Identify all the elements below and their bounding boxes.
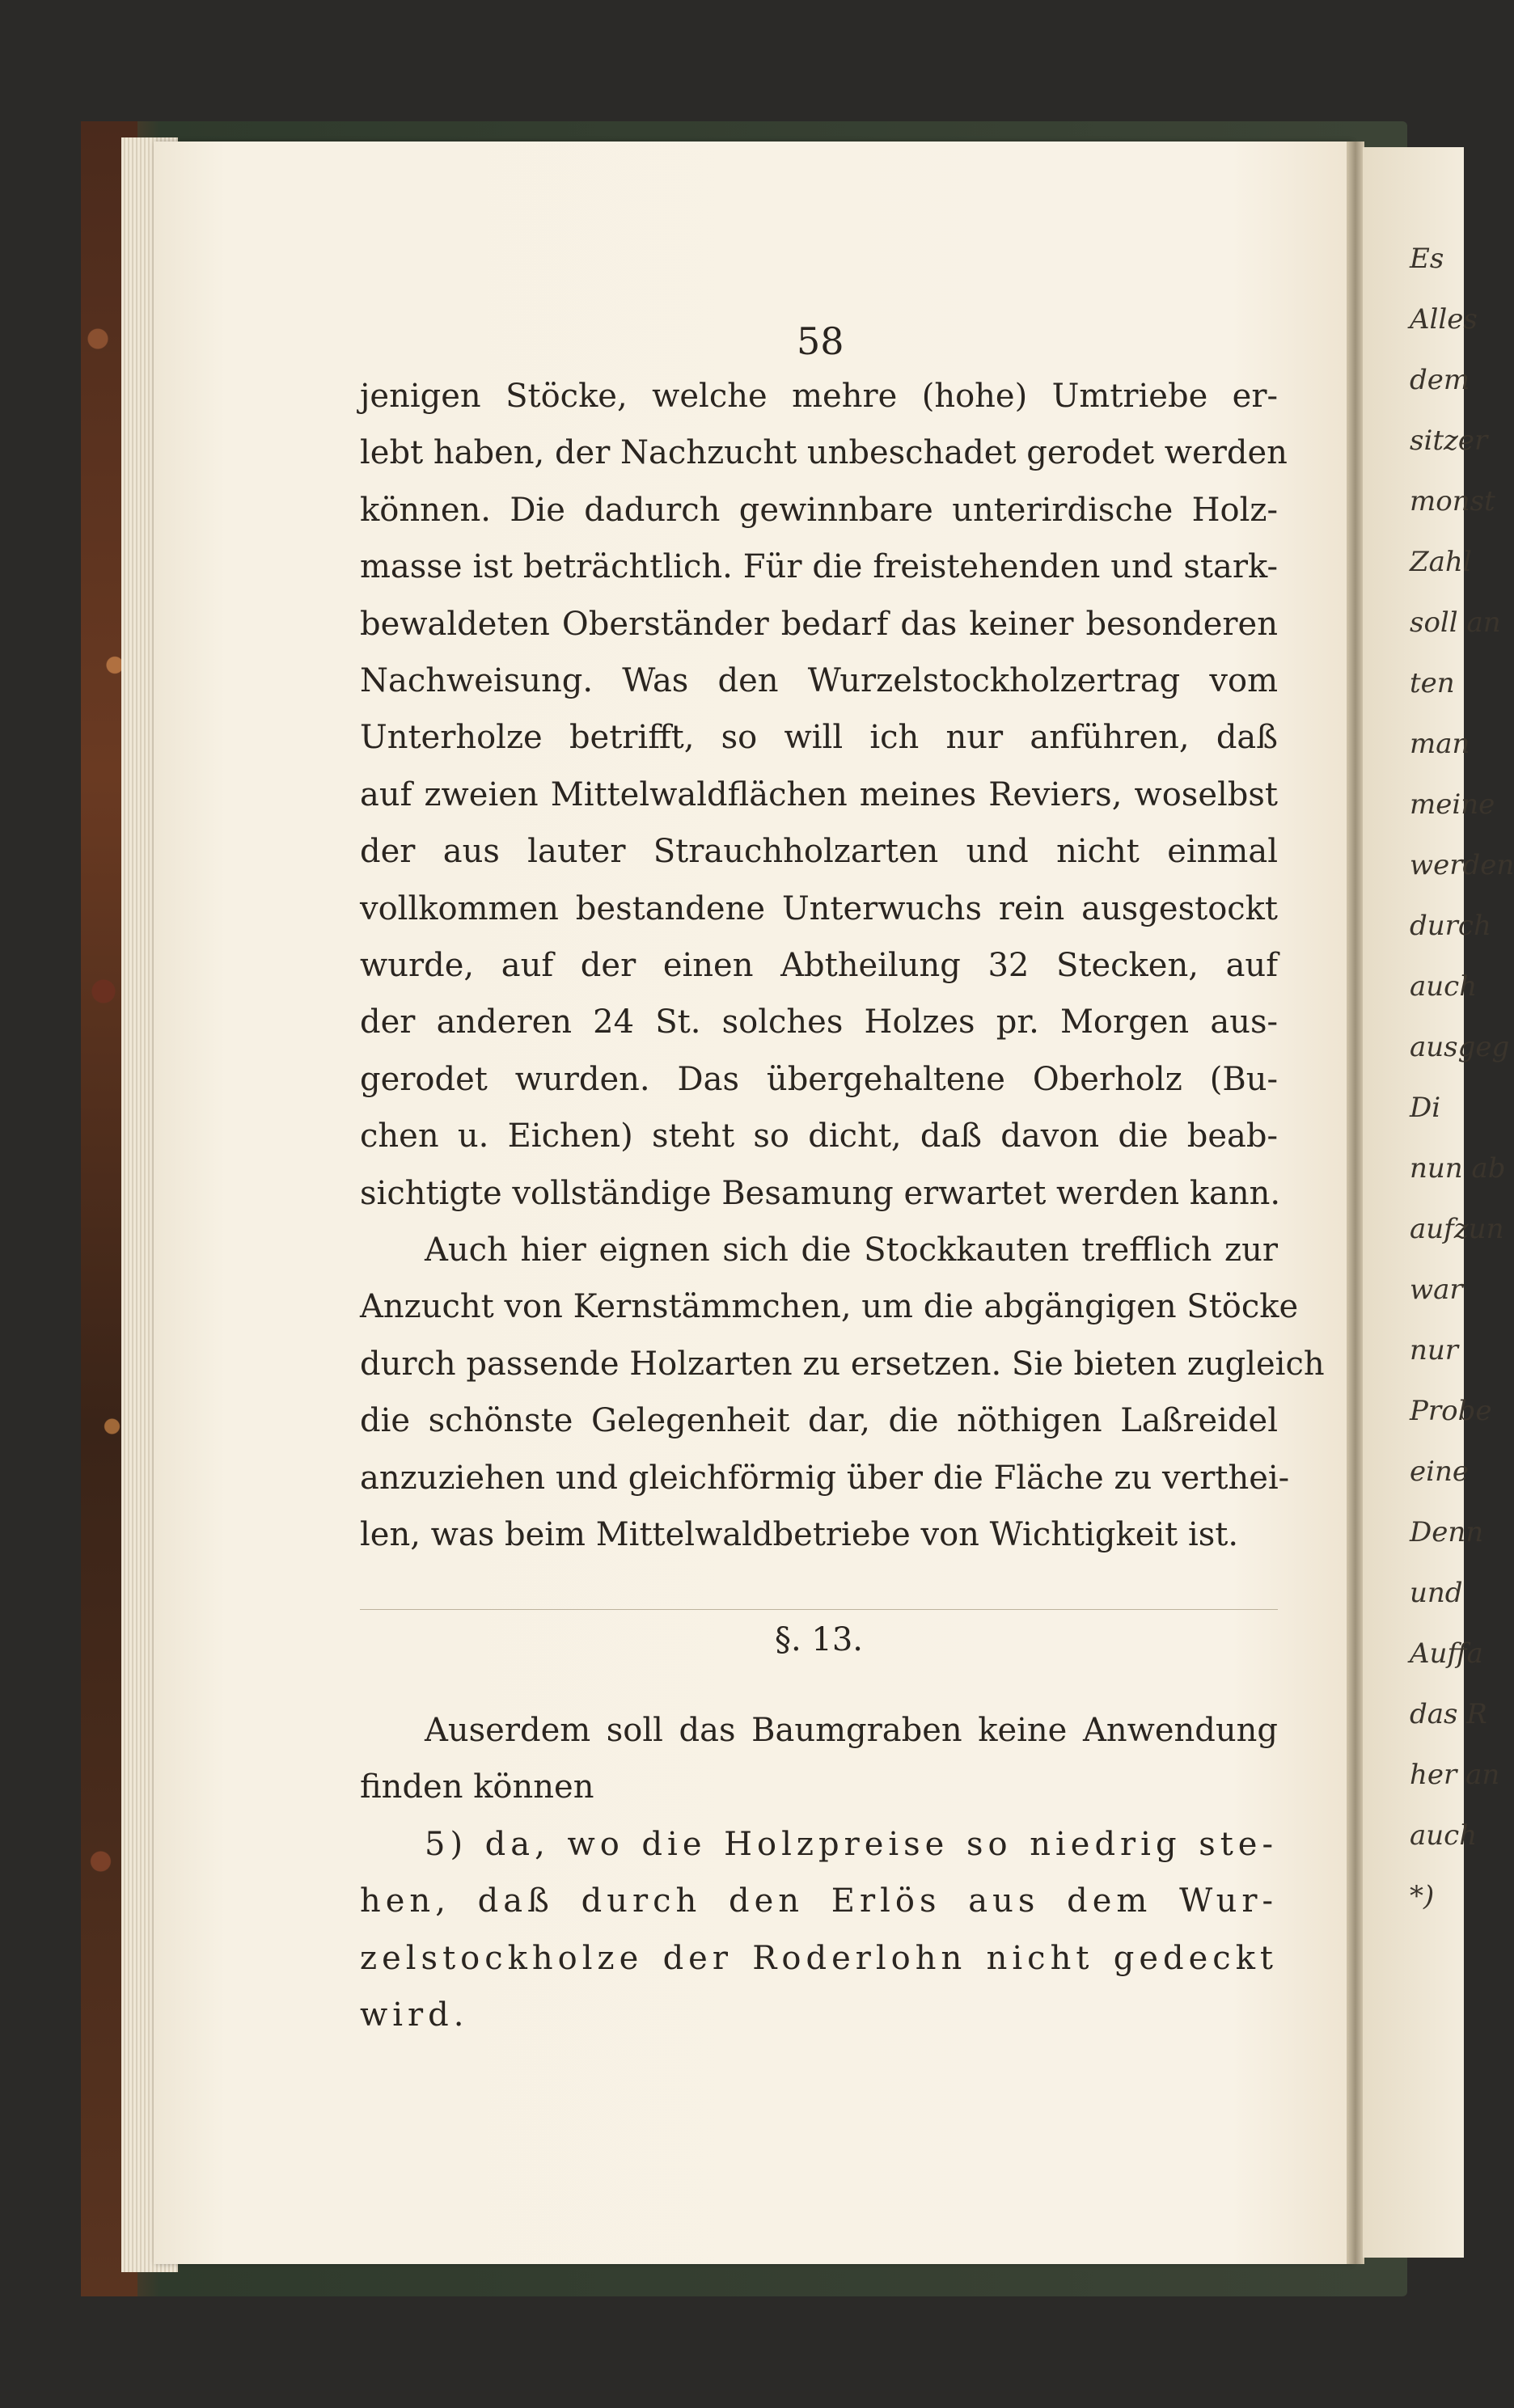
section-divider [360,1609,1278,1610]
right-page-word: *) [1410,1880,1435,1912]
text-line: wurde, auf der einen Abtheilung 32 Stecken, auf [360,947,1278,984]
right-page-word: Zahl [1410,546,1472,578]
right-page-word: das R [1410,1698,1487,1730]
text-line: finden können [360,1768,594,1806]
right-page-word: aufzun [1410,1213,1504,1245]
text-line: Auserdem soll das Baumgraben keine Anwendung [425,1712,1278,1749]
right-page-word: ausgeg [1410,1031,1510,1063]
text-line: bewaldeten Oberständer bedarf das keiner besonderen [360,605,1278,643]
right-page-word: man [1410,728,1470,760]
right-page-word: durch [1410,910,1491,942]
right-page-word: werden [1410,849,1514,881]
right-page-word: auch [1410,1819,1478,1852]
text-line: chen u. Eichen) steht so dicht, daß davon die beab- [360,1117,1278,1155]
text-line: Unterholze betrifft, so will ich nur anführen, daß [360,719,1278,757]
text-line: zelstockholze der Roderlohn nicht gedeckt [360,1939,1278,1977]
text-line: 5) da, wo die Holzpreise so niedrig ste- [425,1825,1278,1863]
right-page-word: Di [1410,1092,1441,1124]
right-page-word: nun ab [1410,1152,1506,1185]
right-page-word: soll an [1410,606,1501,639]
text-line: len, was beim Mittelwaldbetriebe von Wichtigkeit ist. [360,1516,1239,1553]
right-page-word: Alles [1410,303,1478,336]
text-line: lebt haben, der Nachzucht unbeschadet gerodet werden [360,434,1288,472]
right-page-word: auch [1410,970,1478,1003]
text-line: anzuziehen und gleichförmig über die Fläche zu verthei- [360,1459,1290,1497]
right-page-edge [1363,147,1514,2258]
page-number: 58 [797,319,844,363]
text-line: der anderen 24 St. solches Holzes pr. Morgen aus- [360,1003,1278,1041]
right-page-word: meine [1410,788,1495,821]
right-page-word: ten [1410,667,1455,699]
right-page-word: her an [1410,1759,1500,1791]
text-line: Auch hier eignen sich die Stockkauten trefflich zur [425,1231,1278,1269]
right-page-word: war [1410,1274,1463,1306]
text-line: der aus lauter Strauchholzarten und nicht einmal [360,833,1278,871]
right-page-word: dem [1410,364,1470,396]
right-page-word: eine [1410,1455,1470,1488]
right-page-word: nur [1410,1334,1459,1367]
right-page-word: und [1410,1577,1463,1609]
text-line: können. Die dadurch gewinnbare unterirdische Holz- [360,491,1278,529]
text-line: Anzucht von Kernstämmchen, um die abgängigen Stöcke [360,1288,1299,1326]
text-line: masse ist beträchtlich. Für die freistehenden und stark- [360,548,1278,586]
right-page-word: sitzer [1410,425,1488,457]
text-line: hen, daß durch den Erlös aus dem Wur- [360,1882,1278,1920]
text-line: sichtigte vollständige Besamung erwartet werden kann. [360,1174,1281,1212]
book-gutter [1347,142,1364,2264]
right-page-word: Es [1410,243,1444,275]
text-line: gerodet wurden. Das übergehaltene Oberholz (Bu- [360,1060,1278,1098]
right-page-word: Auffa [1410,1637,1483,1670]
text-line: durch passende Holzarten zu ersetzen. Sie bieten zugleich [360,1345,1325,1383]
text-line: vollkommen bestandene Unterwuchs rein ausgestockt [360,889,1278,927]
right-page-word: Denn [1410,1516,1484,1548]
text-line: wird. [360,1996,469,2034]
section-heading: §. 13. [774,1621,864,1658]
text-line: Nachweisung. Was den Wurzelstockholzertrag vom [360,662,1278,699]
text-line: die schönste Gelegenheit dar, die nöthigen Laßreidel [360,1402,1278,1440]
right-page-word: Probe [1410,1395,1492,1427]
text-line: auf zweien Mittelwaldflächen meines Reviers, woselbst [360,775,1278,813]
right-page-word: monst [1410,485,1495,518]
text-line: jenigen Stöcke, welche mehre (hohe) Umtriebe er- [360,378,1278,415]
